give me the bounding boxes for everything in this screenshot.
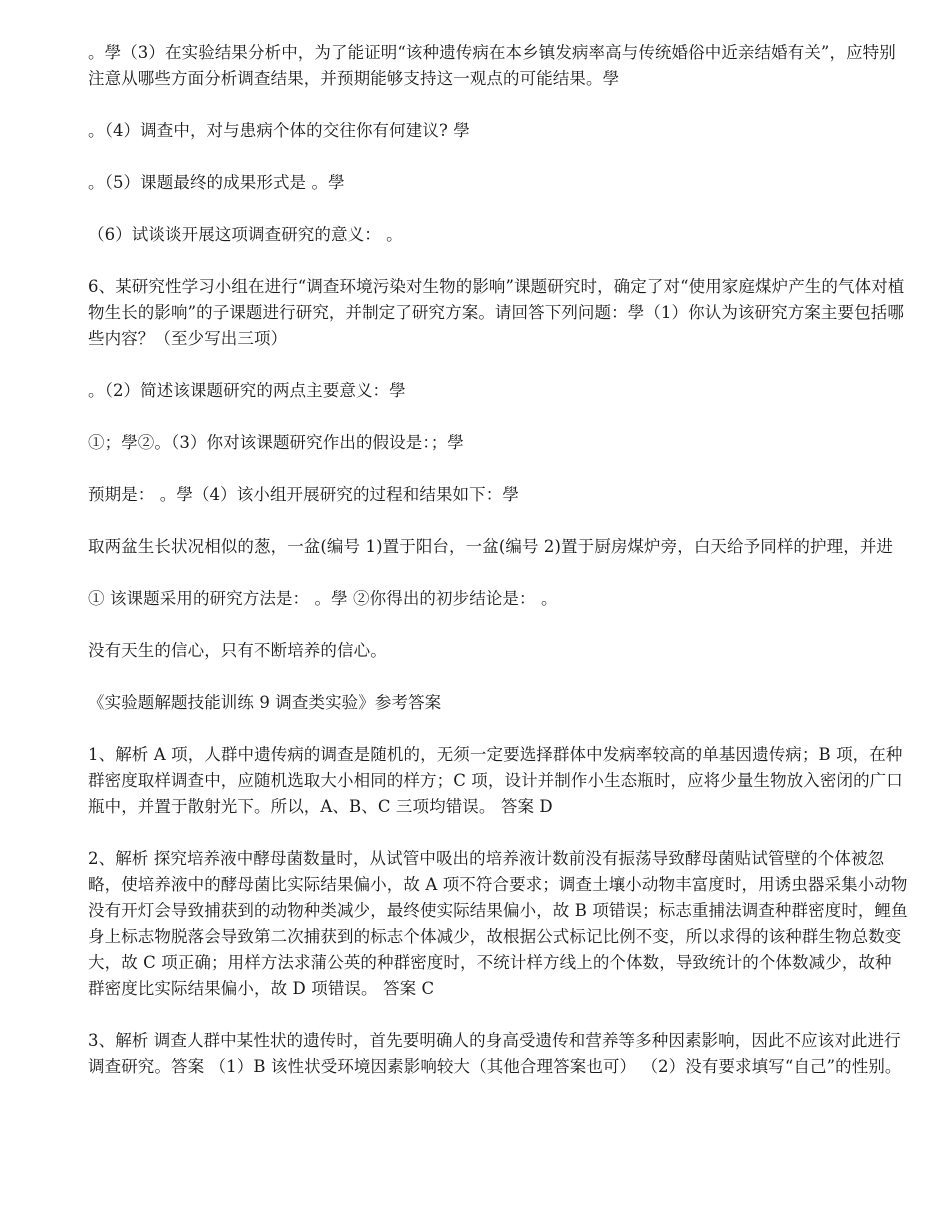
answer-key-title: 《实验题解题技能训练 9 调查类实验》参考答案 [88, 693, 442, 712]
answer-3: 3、解析 调查人群中某性状的遗传时，首先要明确人的身高受遗传和营养等多种因素影响，因此不应该对此进行调查研究。答案 （1）B 该性状受环境因素影响较大（其他合理答案也可） （2）没有要求填写“自己”的性别。 [88, 1031, 902, 1076]
answer-2: 2、解析 探究培养液中酵母菌数量时，从试管中吸出的培养液计数前没有振荡导致酵母菌贴试管壁的个体被忽略，使培养液中的酵母菌比实际结果偏小，故 A 项不符合要求；调查土壤小动物丰富度时，用诱虫器采集小动物没有开灯会导致捕获到的动物种类减少，最终使实际结果偏小，故 B 项错误；标志重捕法调查种群密度时，鲤鱼身上标志物脱落会导致第二次捕获到的标志个体减少，故根据公式标记比例不变，所以求得的该种群生物总数变大，故 C 项正确；用样方法求蒲公英的种群密度时，不统计样方线上的个体数，导致统计的个体数减少，故种群密度比实际结果偏小，故 D 项错误。 答案 C [88, 849, 908, 998]
question-6-expectation: 预期是： 。學（4）该小组开展研究的过程和结果如下：學 [88, 485, 519, 504]
question-5-part-6: （6）试谈谈开展这项调查研究的意义： 。 [88, 225, 403, 244]
motto: 没有天生的信心，只有不断培养的信心。 [88, 641, 387, 660]
question-6-intro: 6、某研究性学习小组在进行“调查环境污染对生物的影响”课题研究时，确定了对“使用家庭煤炉产生的气体对植物生长的影响”的子课题进行研究，并制定了研究方案。请回答下列问题：學（1）你认为该研究方案主要包括哪些内容？（至少写出三项） [88, 277, 905, 348]
question-5-part-4: 。（4）调查中，对与患病个体的交往你有何建议? 學 [88, 121, 470, 140]
question-5-part-3: 。學（3）在实验结果分析中，为了能证明“该种遗传病在本乡镇发病率高与传统婚俗中近亲结婚有关”，应特别注意从哪些方面分析调查结果，并预期能够支持这一观点的可能结果。學 [88, 43, 896, 88]
question-6-part-3: ①；學②。（3）你对该课题研究作出的假设是：；學 [88, 433, 464, 452]
question-6-procedure: 取两盆生长状况相似的葱，一盆(编号 1)置于阳台，一盆(编号 2)置于厨房煤炉旁，白天给予同样的护理，并进 [88, 537, 894, 556]
question-6-method: ① 该课题采用的研究方法是： 。學 ②你得出的初步结论是： 。 [88, 589, 558, 608]
question-5-part-5: 。（5）课题最终的成果形式是 。學 [88, 173, 345, 192]
question-6-part-2: 。（2）简述该课题研究的两点主要意义：學 [88, 381, 406, 400]
document-page [88, 40, 908, 1106]
answer-1: 1、解析 A 项，人群中遗传病的调查是随机的，无须一定要选择群体中发病率较高的单基因遗传病；B 项，在种群密度取样调查中，应随机选取大小相同的样方；C 项，设计并制作小生态瓶时，应将少量生物放入密闭的广口瓶中，并置于散射光下。所以，A、B、C 三项均错误。 答案 D [88, 745, 903, 816]
